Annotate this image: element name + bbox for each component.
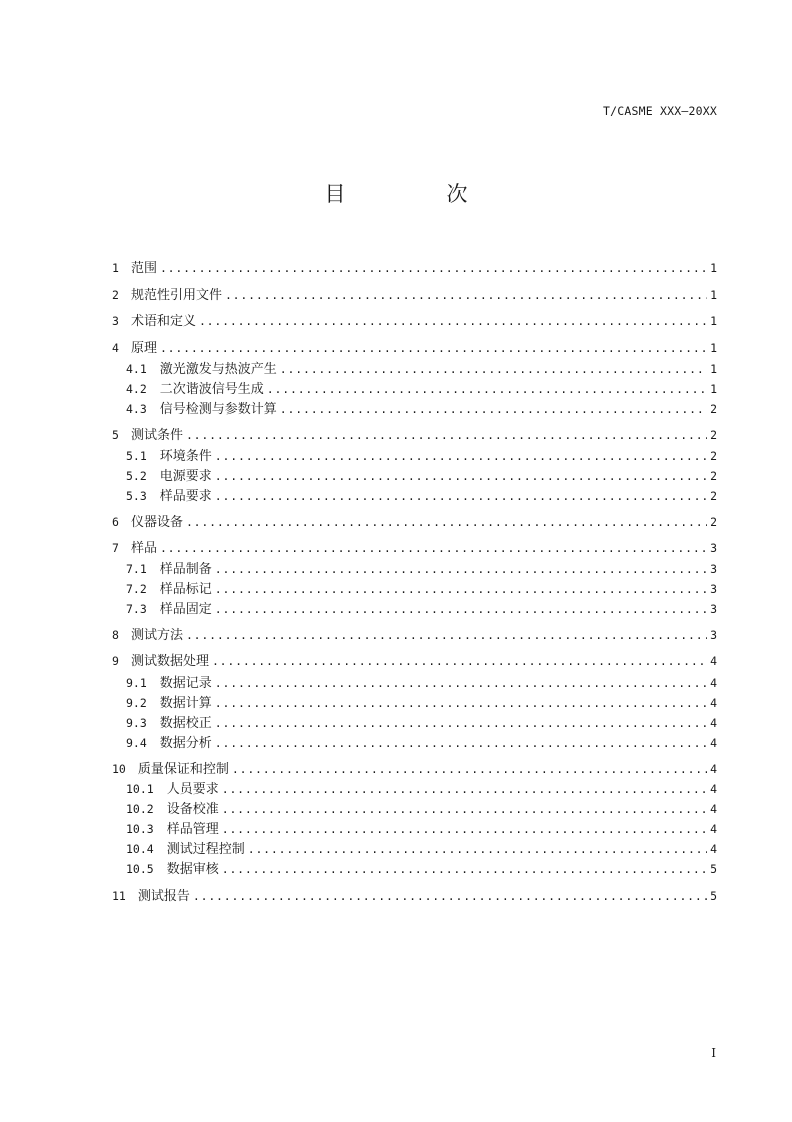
toc-entry-page: 4 (710, 822, 717, 836)
toc-entry-label: 数据计算 (159, 696, 212, 711)
toc-entry-number: 5.1 (126, 449, 147, 463)
toc-dot-leader (232, 760, 707, 778)
toc-subentry[interactable] (126, 800, 717, 818)
toc-dot-leader (215, 580, 707, 598)
toc-entry-number: 10.2 (126, 802, 154, 816)
toc-dot-leader (212, 652, 707, 670)
toc-entry-label: 测试数据处理 (130, 654, 209, 669)
toc-subentry[interactable] (126, 380, 717, 398)
toc-dot-leader (215, 467, 707, 485)
toc-entry-label: 样品 (130, 541, 157, 556)
toc-entry-label: 测试条件 (130, 428, 183, 443)
toc-entry-label: 二次谐波信号生成 (159, 382, 264, 397)
toc-entry-page: 1 (710, 362, 717, 376)
toc-entry-label: 样品标记 (159, 582, 212, 597)
toc-entry-number: 9 (112, 654, 119, 668)
toc-entry-label: 仪器设备 (130, 515, 183, 530)
toc-entry-page: 4 (710, 802, 717, 816)
toc-dot-leader (215, 560, 707, 578)
toc-entry-page: 5 (710, 889, 717, 903)
toc-title: 目 次 (324, 182, 508, 206)
toc-dot-leader (193, 887, 707, 905)
toc-dot-leader (160, 539, 707, 557)
toc-entry-page: 4 (710, 716, 717, 730)
toc-dot-leader (280, 400, 707, 418)
toc-subentry[interactable] (126, 820, 717, 838)
toc-dot-leader (160, 259, 707, 277)
toc-entry-page: 2 (710, 515, 717, 529)
toc-entry-page: 3 (710, 628, 717, 642)
toc-entry-label: 测试报告 (137, 889, 190, 904)
document-code: T/CASME XXX—20XX (603, 104, 717, 118)
toc-entry-label: 激光激发与热波产生 (159, 362, 277, 377)
toc-entry-label: 样品要求 (159, 489, 212, 504)
toc-entry-page: 5 (710, 862, 717, 876)
toc-entry-page: 4 (710, 676, 717, 690)
toc-entry-number: 1 (112, 261, 119, 275)
toc-entry[interactable] (112, 259, 717, 277)
toc-entry-number: 4 (112, 341, 119, 355)
toc-subentry[interactable] (126, 560, 717, 578)
toc-entry-number: 9.3 (126, 716, 147, 730)
toc-entry[interactable] (112, 887, 717, 905)
toc-entry[interactable] (112, 312, 717, 330)
toc-subentry[interactable] (126, 840, 717, 858)
toc-entry-number: 4.2 (126, 382, 147, 396)
toc-entry-number: 10.3 (126, 822, 154, 836)
toc-subentry[interactable] (126, 860, 717, 878)
toc-entry-number: 5.2 (126, 469, 147, 483)
toc-entry-page: 1 (710, 314, 717, 328)
toc-entry-page: 3 (710, 562, 717, 576)
toc-subentry[interactable] (126, 360, 717, 378)
toc-subentry[interactable] (126, 674, 717, 692)
toc-entry-page: 2 (710, 489, 717, 503)
toc-dot-leader (215, 447, 707, 465)
toc-entry-number: 6 (112, 515, 119, 529)
toc-entry-number: 2 (112, 288, 119, 302)
toc-entry-number: 5.3 (126, 489, 147, 503)
toc-entry-page: 2 (710, 469, 717, 483)
toc-subentry[interactable] (126, 600, 717, 618)
toc-entry-label: 人员要求 (166, 782, 219, 797)
toc-entry[interactable] (112, 339, 717, 357)
toc-entry-number: 7 (112, 541, 119, 555)
toc-entry-number: 9.4 (126, 736, 147, 750)
toc-entry[interactable] (112, 626, 717, 644)
toc-entry-label: 样品固定 (159, 602, 212, 617)
toc-entry-number: 4.1 (126, 362, 147, 376)
toc-entry-page: 4 (710, 696, 717, 710)
toc-entry-page: 2 (710, 428, 717, 442)
toc-entry-label: 原理 (130, 341, 157, 356)
toc-dot-leader (186, 626, 707, 644)
toc-entry-page: 3 (710, 602, 717, 616)
toc-subentry[interactable] (126, 467, 717, 485)
toc-subentry[interactable] (126, 400, 717, 418)
toc-dot-leader (215, 674, 707, 692)
toc-entry-label: 测试过程控制 (166, 842, 245, 857)
toc-entry[interactable] (112, 286, 717, 304)
toc-entry[interactable] (112, 426, 717, 444)
toc-entry-number: 7.1 (126, 562, 147, 576)
toc-entry-number: 10 (112, 762, 126, 776)
toc-dot-leader (267, 380, 707, 398)
toc-subentry[interactable] (126, 487, 717, 505)
toc-entry-label: 信号检测与参数计算 (159, 402, 277, 417)
toc-dot-leader (280, 360, 707, 378)
toc-entry-label: 规范性引用文件 (130, 288, 222, 303)
page-number: I (711, 1046, 716, 1060)
toc-dot-leader (215, 714, 707, 732)
toc-entry-number: 10.1 (126, 782, 154, 796)
toc-entry-page: 4 (710, 842, 717, 856)
toc-subentry[interactable] (126, 580, 717, 598)
toc-entry-label: 样品管理 (166, 822, 219, 837)
toc-entry[interactable] (112, 652, 717, 670)
toc-dot-leader (215, 734, 707, 752)
toc-dot-leader (199, 312, 707, 330)
toc-entry-label: 环境条件 (159, 449, 212, 464)
toc-subentry[interactable] (126, 447, 717, 465)
toc-subentry[interactable] (126, 780, 717, 798)
toc-entry-number: 10.4 (126, 842, 154, 856)
toc-entry[interactable] (112, 760, 717, 778)
toc-entry-page: 1 (710, 288, 717, 302)
toc-entry-page: 1 (710, 261, 717, 275)
toc-entry-number: 9.2 (126, 696, 147, 710)
toc-entry-page: 2 (710, 402, 717, 416)
toc-entry-number: 4.3 (126, 402, 147, 416)
toc-dot-leader (215, 600, 707, 618)
toc-entry-label: 设备校准 (166, 802, 219, 817)
toc-entry-label: 术语和定义 (130, 314, 196, 329)
toc-entry-page: 4 (710, 736, 717, 750)
toc-subentry[interactable] (126, 694, 717, 712)
toc-entry-label: 范围 (130, 261, 157, 276)
toc-dot-leader (160, 339, 707, 357)
toc-entry-number: 5 (112, 428, 119, 442)
toc-entry-number: 7.2 (126, 582, 147, 596)
toc-dot-leader (225, 286, 707, 304)
toc-entry-label: 数据记录 (159, 676, 212, 691)
toc-entry-label: 数据校正 (159, 716, 212, 731)
toc-entry-number: 9.1 (126, 676, 147, 690)
toc-entry-page: 3 (710, 541, 717, 555)
toc-entry-number: 8 (112, 628, 119, 642)
toc-entry-page: 4 (710, 654, 717, 668)
toc-entry-label: 样品制备 (159, 562, 212, 577)
toc-dot-leader (215, 694, 707, 712)
toc-dot-leader (222, 780, 707, 798)
toc-entry-page: 4 (710, 782, 717, 796)
toc-dot-leader (248, 840, 707, 858)
toc-entry-page: 3 (710, 582, 717, 596)
toc-entry[interactable] (112, 539, 717, 557)
toc-entry-label: 数据分析 (159, 736, 212, 751)
toc-entry-page: 1 (710, 382, 717, 396)
toc-entry-number: 3 (112, 314, 119, 328)
toc-dot-leader (222, 820, 707, 838)
toc-dot-leader (222, 800, 707, 818)
toc-entry-number: 11 (112, 889, 126, 903)
toc-entry-label: 电源要求 (159, 469, 212, 484)
toc-subentry[interactable] (126, 734, 717, 752)
toc-subentry[interactable] (126, 714, 717, 732)
toc-entry-label: 质量保证和控制 (137, 762, 229, 777)
toc-entry-page: 4 (710, 762, 717, 776)
toc-dot-leader (186, 513, 707, 531)
toc-entry-label: 测试方法 (130, 628, 183, 643)
toc-entry[interactable] (112, 513, 717, 531)
toc-entry-number: 7.3 (126, 602, 147, 616)
toc-entry-page: 1 (710, 341, 717, 355)
toc-entry-label: 数据审核 (166, 862, 219, 877)
toc-entry-number: 10.5 (126, 862, 154, 876)
toc-dot-leader (222, 860, 707, 878)
toc-dot-leader (186, 426, 707, 444)
toc-dot-leader (215, 487, 707, 505)
toc-entry-page: 2 (710, 449, 717, 463)
